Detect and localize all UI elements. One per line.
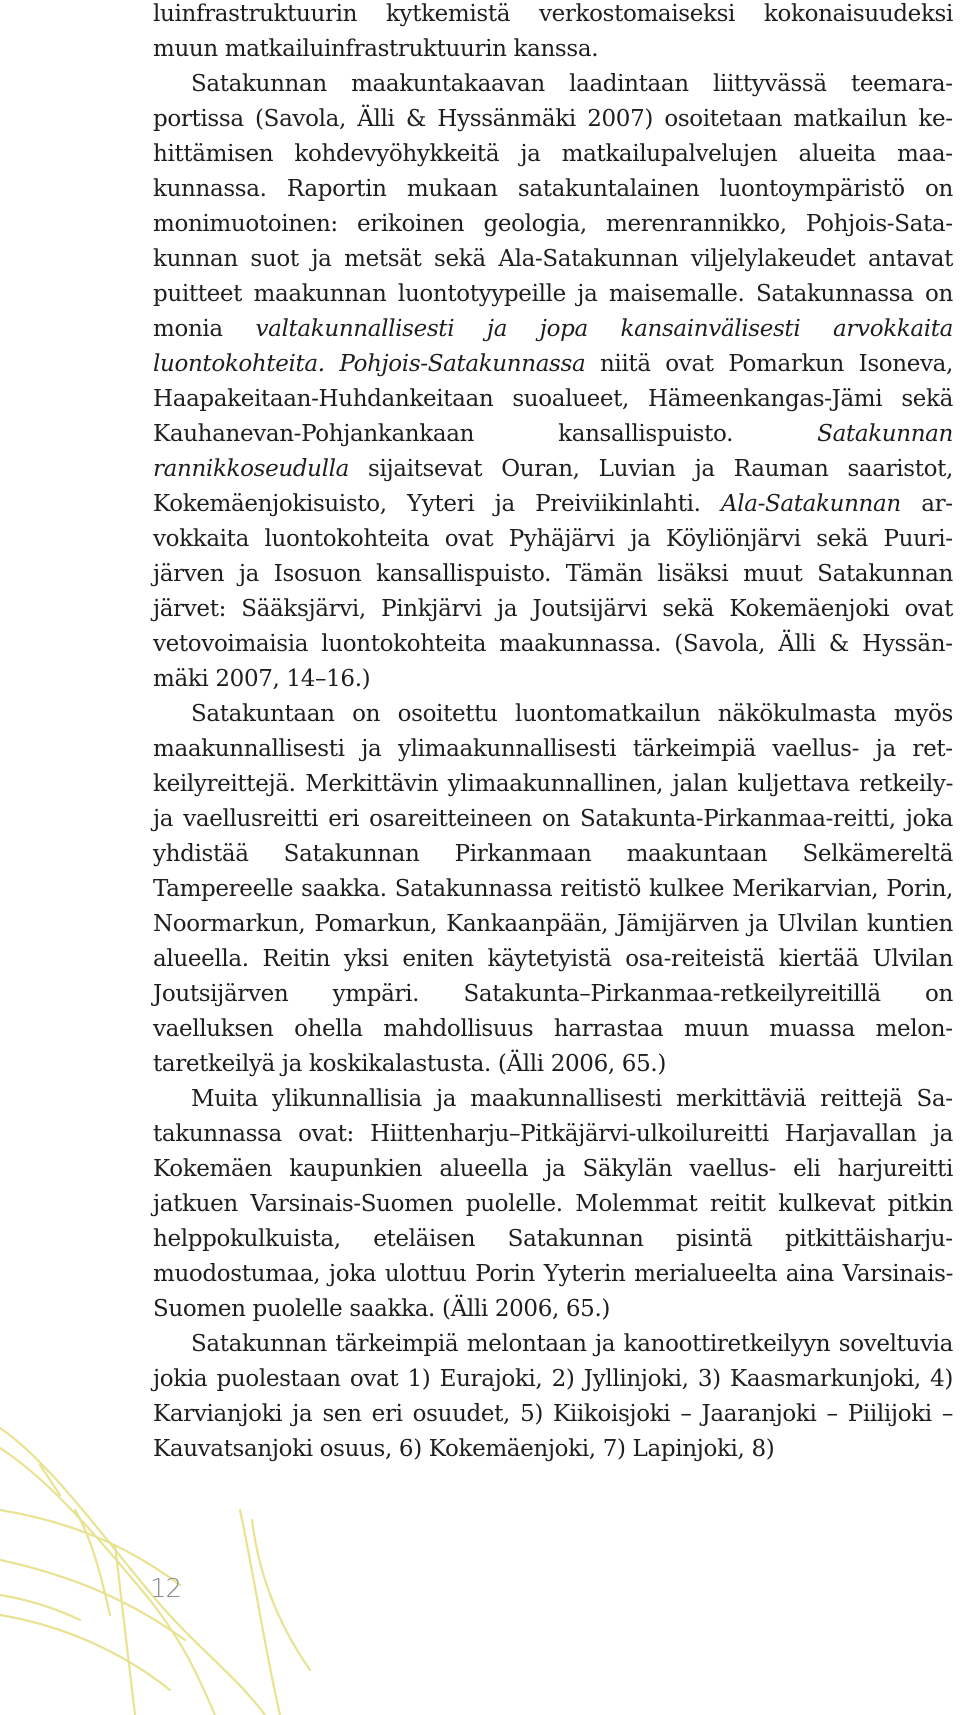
italic-text: valtakunnallisesti ja jopa kansainvälisesti arvokkaita luontokohteita. — [153, 316, 953, 377]
body-text — [153, 0, 953, 1467]
text-segment: Satakunnan maakuntakaavan laadintaan liittyvässä teemaraportissa (Savola, Älli & Hyssänmäki 2007) osoitetaan matkailun kehittämisen kohdevyöhykkeitä ja matkailupalvelujen alueita maakunnassa. Raportin mukaan satakuntalainen luontoympäristö on monimuotoinen: erikoinen geologia, merenrannikko, Pohjois-Satakunnan suot ja metsät sekä Ala-Satakunnan viljelylakeudet antavat puitteet maakunnan luontotyypeille ja maisemalle. Satakunnassa on monia — [153, 71, 953, 342]
text-segment: Satakunnan tärkeimpiä melontaan ja kanoottiretkeilyyn soveltuvia jokia puolestaan ovat 1) Eurajoki, 2) Jyllinjoki, 3) Kaasmarkunjoki, 4) Karvianjoki ja sen eri osuudet, 5) Kiikoisjoki – Jaaranjoki – Piilijoki – Kauvatsanjoki osuus, 6) Kokemäenjoki, 7) Lapinjoki, 8) — [153, 1331, 953, 1462]
paragraph — [153, 697, 953, 1082]
text-segment: Satakuntaan on osoitettu luontomatkailun näkökulmasta myös maakunnallisesti ja ylimaakunnallisesti tärkeimpiä vaellus- ja retkeilyreittejä. Merkittävin ylimaakunnallinen, jalan kuljettava retkeily- ja vaellusreitti eri osareitteineen on Satakunta-Pirkanmaa-reitti, joka yhdistää Satakunnan Pirkanmaan maakuntaan Selkämereltä Tampereelle saakka. Satakunnassa reitistö kulkee Merikarvian, Porin, Noormarkun, Pomarkun, Kankaanpään, Jämijärven ja Ulvilan kuntien alueella. Reitin yksi eniten käytetyistä osa-reiteistä kiertää Ulvilan Joutsijärven ympäri. Satakunta–Pirkanmaa-retkeilyreitillä on vaelluksen ohella mahdollisuus harrastaa muun muassa melontaretkeilyä ja koskikalastusta. (Älli 2006, 65.) — [153, 701, 953, 1077]
text-segment — [325, 351, 340, 377]
leaf-line-decoration — [0, 1370, 330, 1715]
text-segment: luinfrastruktuurin kytkemistä verkostomaiseksi kokonaisuudeksi muun matkailuinfrastruktuurin kanssa. — [153, 1, 953, 62]
text-segment: niitä ovat Pomarkun Isoneva, Haapakeitaan-Huhdankeitaan suoalueet, Hämeenkangas-Jämi sekä Kauhanevan-Pohjankankaan kansallispuisto. — [153, 351, 953, 447]
text-segment: sijaitsevat Ouran, Luvian ja Rauman saaristot, Kokemäenjokisuisto, Yyteri ja Preiviikinlahti. — [153, 456, 953, 517]
paragraph — [153, 67, 953, 697]
italic-text: Satakunnan rannikkoseudulla — [153, 421, 953, 482]
text-segment: arvokkaita luontokohteita ovat Pyhäjärvi ja Köyliönjärvi sekä Puurijärven ja Isosuon kansallispuisto. Tämän lisäksi muut Satakunnan järvet: Sääksjärvi, Pinkjärvi ja Joutsijärvi sekä Kokemäenjoki ovat vetovoimaisia luontokohteita maakunnassa. (Savola, Älli & Hyssänmäki 2007, 14–16.) — [153, 491, 953, 692]
text-segment: Muita ylikunnallisia ja maakunnallisesti merkittäviä reittejä Satakunnassa ovat: Hiittenharju–Pitkäjärvi-ulkoilureitti Harjavallan ja Kokemäen kaupunkien alueella ja Säkylän vaellus- eli harjureitti jatkuen Varsinais-Suomen puolelle. Molemmat reitit kulkevat pitkin helppokulkuista, eteläisen Satakunnan pisintä pitkittäisharjumuodostumaa, joka ulottuu Porin Yyterin merialueelta aina Varsinais-Suomen puolelle saakka. (Älli 2006, 65.) — [153, 1086, 953, 1322]
italic-text: Pohjois-Satakunnassa — [339, 351, 586, 377]
paragraph — [153, 1082, 953, 1327]
page-number: 12 — [150, 1574, 182, 1604]
italic-text: Ala-Satakunnan — [720, 491, 901, 517]
paragraph — [153, 0, 953, 67]
